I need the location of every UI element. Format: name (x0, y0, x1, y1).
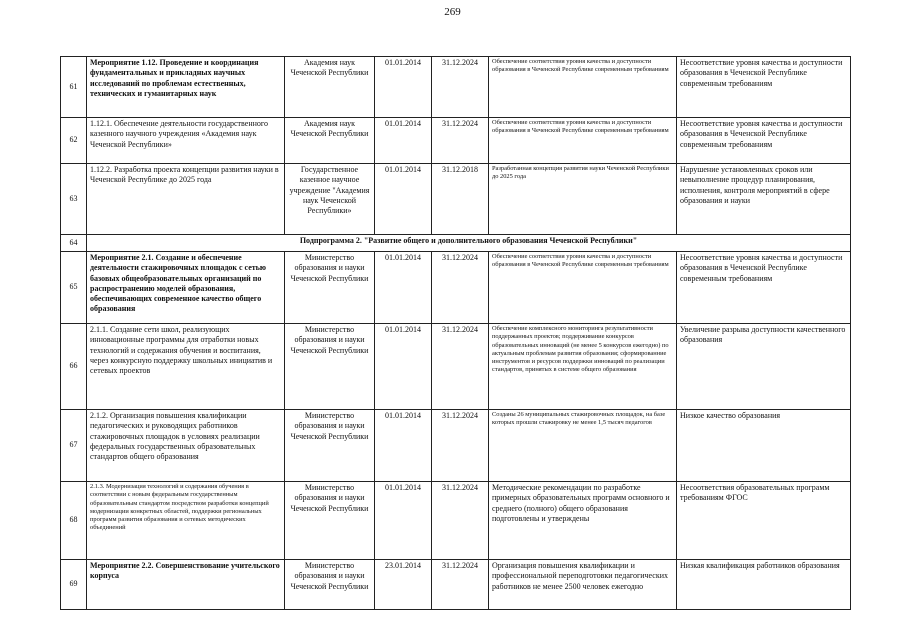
executor: Академия наук Чеченской Республики (285, 57, 375, 118)
start-date: 01.01.2014 (375, 252, 432, 324)
executor: Министерство образования и науки Чеченской Республики (285, 324, 375, 410)
start-date: 01.01.2014 (375, 324, 432, 410)
start-date: 01.01.2014 (375, 118, 432, 164)
row-number: 65 (61, 252, 87, 324)
table-row (61, 57, 851, 118)
table-row (61, 324, 851, 410)
consequences: Нарушение установленных сроков или невыполнение процедур планирования, исполнения, контроля мероприятий в сфере образования и науки (677, 164, 851, 235)
start-date: 23.01.2014 (375, 560, 432, 610)
measure-name: 1.12.2. Разработка проекта концепции развития науки в Чеченской Республике до 2025 года (87, 164, 285, 235)
expected-result: Обеспечение соответствия уровня качества и доступности образования в Чеченской Республике современным требованиям (489, 118, 677, 164)
row-number: 68 (61, 482, 87, 560)
end-date: 31.12.2024 (432, 482, 489, 560)
measure-name: Мероприятие 2.2. Совершенствование учительского корпуса (87, 560, 285, 610)
end-date: 31.12.2024 (432, 560, 489, 610)
table-row (61, 410, 851, 482)
subprogram-row (61, 235, 851, 252)
start-date: 01.01.2014 (375, 410, 432, 482)
expected-result: Обеспечение соответствия уровня качества и доступности образования в Чеченской Республике современным требованиям (489, 57, 677, 118)
measure-name: Мероприятие 2.1. Создание и обеспечение деятельности стажировочных площадок с сетью базовых общеобразовательных организаций по распространению моделей образования, обеспечивающих современное качество общего образования (87, 252, 285, 324)
measure-name: 2.1.3. Модернизация технологий и содержания обучения в соответствии с новым федеральным государственным образовательным стандартом посредством разработки концепций модернизации конкретных областей, поддержки региональных программ развития образования и сетевых методических объединений (87, 482, 285, 560)
row-number: 62 (61, 118, 87, 164)
start-date: 01.01.2014 (375, 164, 432, 235)
consequences: Увеличение разрыва доступности качественного образования (677, 324, 851, 410)
measure-name: 2.1.2. Организация повышения квалификации педагогических и руководящих работников стажировочных площадок в условиях реализации федеральных государственных образовательных стандартов общего образования (87, 410, 285, 482)
expected-result: Обеспечение комплексного мониторинга результативности поддержанных проектов; поддерживание конкурсов образовательных инноваций (не менее 5 конкурсов ежегодно) по актуальным проблемам развития образования; сформированние инструментов и ресурсов поддержки инноваций по реализации стандартов, принятых в системе общего образования (489, 324, 677, 410)
row-number: 66 (61, 324, 87, 410)
expected-result: Обеспечение соответствия уровня качества и доступности образования в Чеченской Республике современным требованиям (489, 252, 677, 324)
expected-result: Организация повышения квалификации и профессиональной переподготовки педагогических работников не менее 2500 человек ежегодно (489, 560, 677, 610)
start-date: 01.01.2014 (375, 57, 432, 118)
expected-result: Разработанная концепция развития науки Чеченской Республики до 2025 года (489, 164, 677, 235)
consequences: Несоответствие уровня качества и доступности образования в Чеченской Республике современным требованиям (677, 252, 851, 324)
table-row (61, 118, 851, 164)
row-number: 69 (61, 560, 87, 610)
start-date: 01.01.2014 (375, 482, 432, 560)
table-row (61, 560, 851, 610)
page-number: 269 (444, 6, 461, 18)
end-date: 31.12.2024 (432, 118, 489, 164)
end-date: 31.12.2018 (432, 164, 489, 235)
table-row (61, 164, 851, 235)
row-number: 64 (61, 235, 87, 252)
expected-result: Методические рекомендации по разработке примерных образовательных программ основного и среднего (полного) общего образования подготовлены и утверждены (489, 482, 677, 560)
measure-name: 1.12.1. Обеспечение деятельности государственного казенного научного учреждения «Академия наук Чеченской Республики» (87, 118, 285, 164)
row-number: 63 (61, 164, 87, 235)
measures-table (60, 56, 851, 610)
consequences: Несоответствие уровня качества и доступности образования в Чеченской Республике современным требованиям (677, 57, 851, 118)
expected-result: Созданы 26 муниципальных стажировочных площадок, на базе которых прошли стажировку не менее 1,5 тысяч педагогов (489, 410, 677, 482)
end-date: 31.12.2024 (432, 252, 489, 324)
row-number: 61 (61, 57, 87, 118)
end-date: 31.12.2024 (432, 57, 489, 118)
executor: Министерство образования и науки Чеченской Республики (285, 252, 375, 324)
subprogram-title: Подпрограмма 2. "Развитие общего и дополнительного образования Чеченской Республики" (87, 235, 851, 252)
row-number: 67 (61, 410, 87, 482)
measure-name: Мероприятие 1.12. Проведение и координация фундаментальных и прикладных научных исследований по проблемам естественных, технических и гуманитарных наук (87, 57, 285, 118)
measure-name: 2.1.1. Создание сети школ, реализующих инновационные программы для отработки новых технологий и содержания обучения и воспитания, через конкурсную поддержку школьных инициатив и сетевых проектов (87, 324, 285, 410)
table-row (61, 252, 851, 324)
end-date: 31.12.2024 (432, 324, 489, 410)
consequences: Несоответствия образовательных программ требованиям ФГОС (677, 482, 851, 560)
executor: Академия наук Чеченской Республики (285, 118, 375, 164)
table-row (61, 482, 851, 560)
executor: Министерство образования и науки Чеченской Республики (285, 410, 375, 482)
end-date: 31.12.2024 (432, 410, 489, 482)
consequences: Низкая квалификация работников образования (677, 560, 851, 610)
executor: Государственное казенное научное учреждение "Академия наук Чеченской Республики» (285, 164, 375, 235)
consequences: Низкое качество образования (677, 410, 851, 482)
executor: Министерство образования и науки Чеченской Республики (285, 482, 375, 560)
consequences: Несоответствие уровня качества и доступности образования в Чеченской Республике современным требованиям (677, 118, 851, 164)
executor: Министерство образования и науки Чеченской Республики (285, 560, 375, 610)
